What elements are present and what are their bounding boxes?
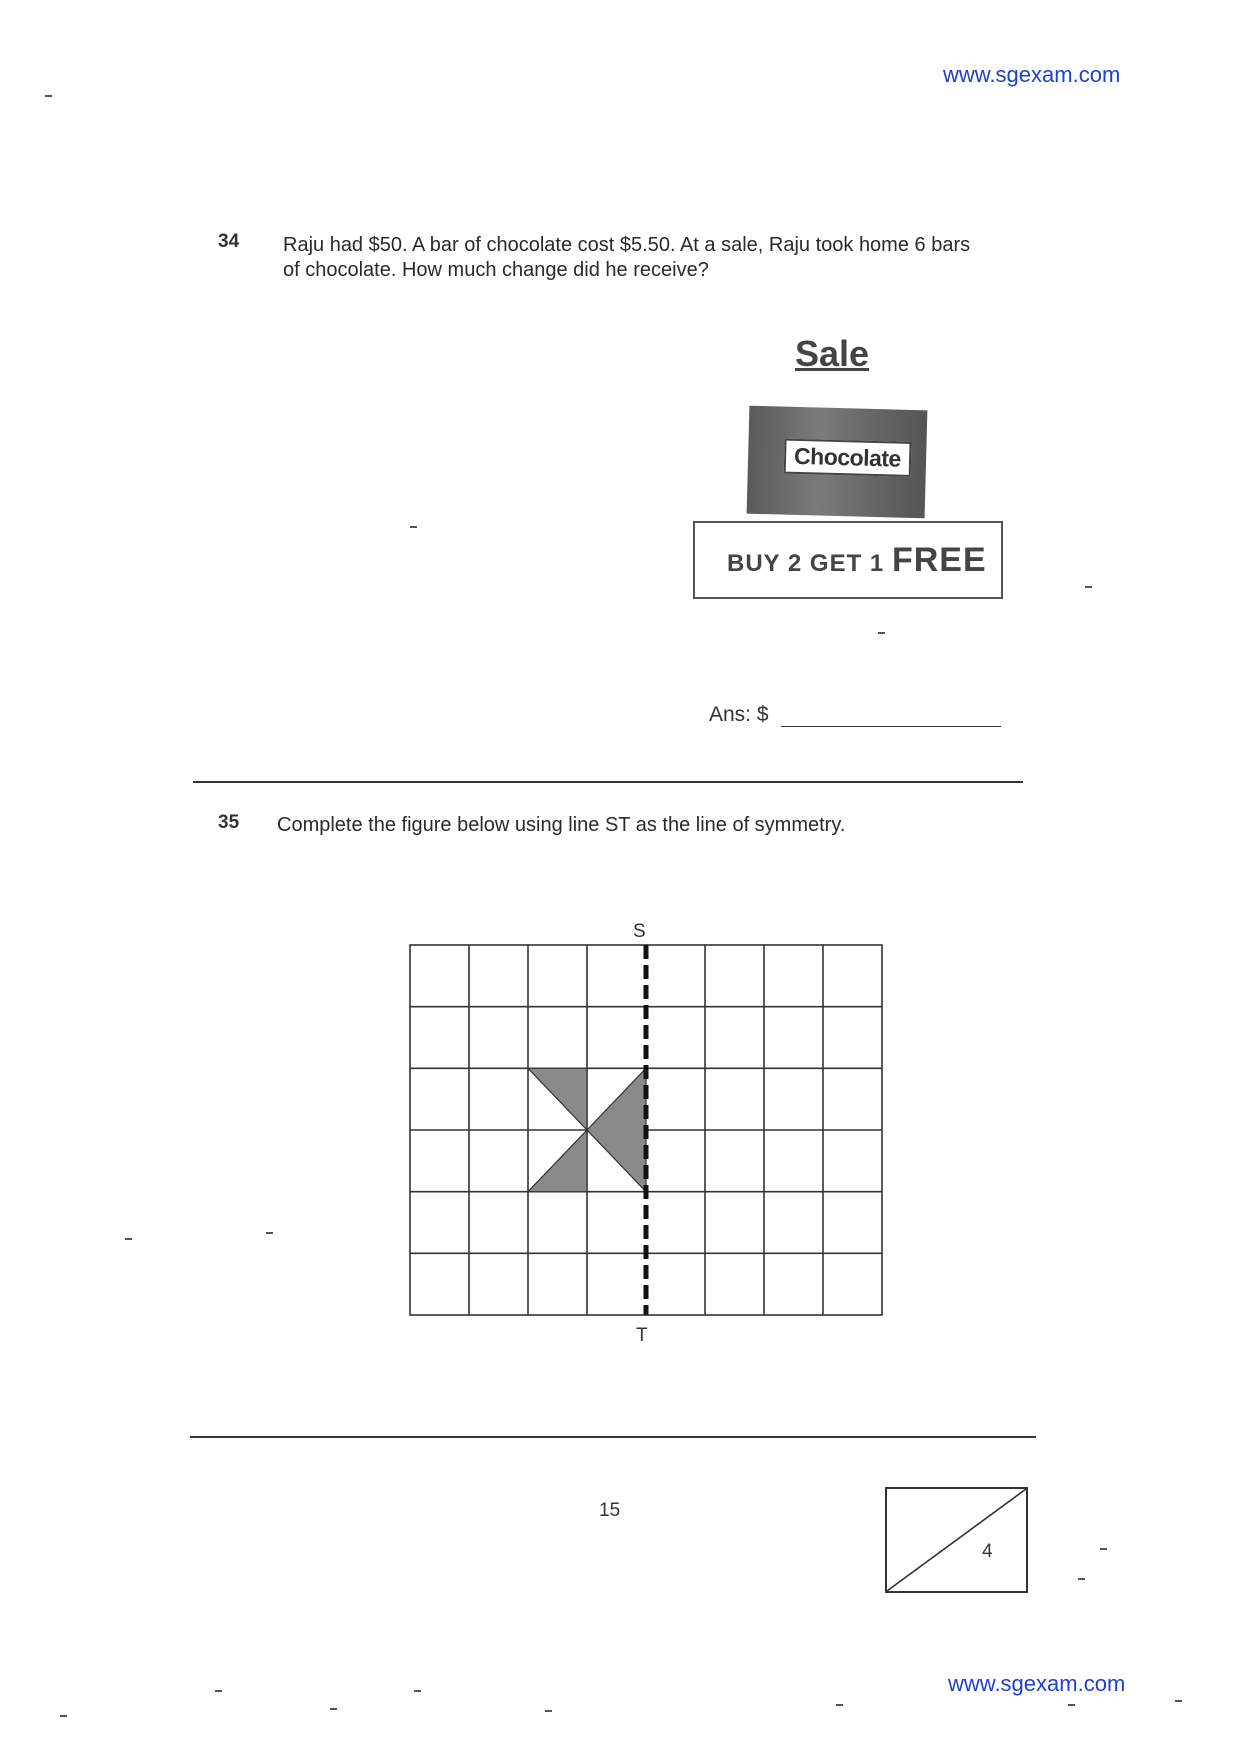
scan-speck: [1175, 1700, 1182, 1702]
scan-speck: [545, 1710, 552, 1712]
scan-speck: [215, 1690, 222, 1692]
marks-value: 4: [982, 1541, 993, 1562]
sale-title: Sale: [795, 333, 870, 374]
question-35-text: Complete the figure below using line ST as the line of symmetry.: [277, 814, 846, 836]
section-divider: [193, 781, 1023, 783]
symmetry-grid[interactable]: [405, 940, 885, 1320]
answer-blank[interactable]: [781, 726, 1001, 727]
question-34-number: 34: [218, 231, 240, 252]
promo-text: [727, 541, 987, 580]
promo-free-text: FREE: [891, 541, 987, 579]
answer-label: Ans: $: [709, 703, 769, 726]
promo-small-text: BUY 2 GET 1: [727, 550, 885, 577]
shaded-triangle-left-bottom: [528, 1130, 587, 1192]
scan-speck: [125, 1238, 132, 1240]
question-34-line-2: of chocolate. How much change did he receive?: [283, 259, 709, 281]
scan-speck: [1100, 1548, 1107, 1550]
question-34-line-1: Raju had $50. A bar of chocolate cost $5.50. At a sale, Raju took home 6 bars: [283, 234, 971, 256]
header-site-link[interactable]: www.sgexam.com: [943, 62, 1121, 87]
footer-site-link[interactable]: www.sgexam.com: [948, 1671, 1126, 1696]
shaded-triangle-centre: [587, 1068, 646, 1191]
page-number: 15: [599, 1500, 621, 1521]
scan-speck: [878, 632, 885, 634]
scan-speck: [410, 526, 417, 528]
chocolate-label: Chocolate: [784, 439, 912, 477]
symmetry-label-t: T: [636, 1325, 648, 1346]
bottom-divider: [190, 1436, 1036, 1438]
symmetry-label-s: S: [633, 921, 646, 942]
shaded-triangle-left-top: [528, 1068, 587, 1130]
scan-speck: [1078, 1578, 1085, 1580]
scan-speck: [836, 1704, 843, 1706]
scan-speck: [414, 1690, 421, 1692]
scan-speck: [266, 1232, 273, 1234]
scan-speck: [60, 1715, 67, 1717]
scan-speck: [1085, 586, 1092, 588]
scan-speck: [1068, 1704, 1075, 1706]
scan-speck: [45, 95, 52, 97]
promo-box: [693, 521, 1003, 599]
marks-box: [885, 1487, 1028, 1593]
scan-speck: [330, 1708, 337, 1710]
marks-box-diagonal: [887, 1489, 1026, 1591]
chocolate-bar-image: [747, 406, 928, 519]
question-34-text: [283, 233, 1043, 283]
question-35-number: 35: [218, 812, 240, 833]
